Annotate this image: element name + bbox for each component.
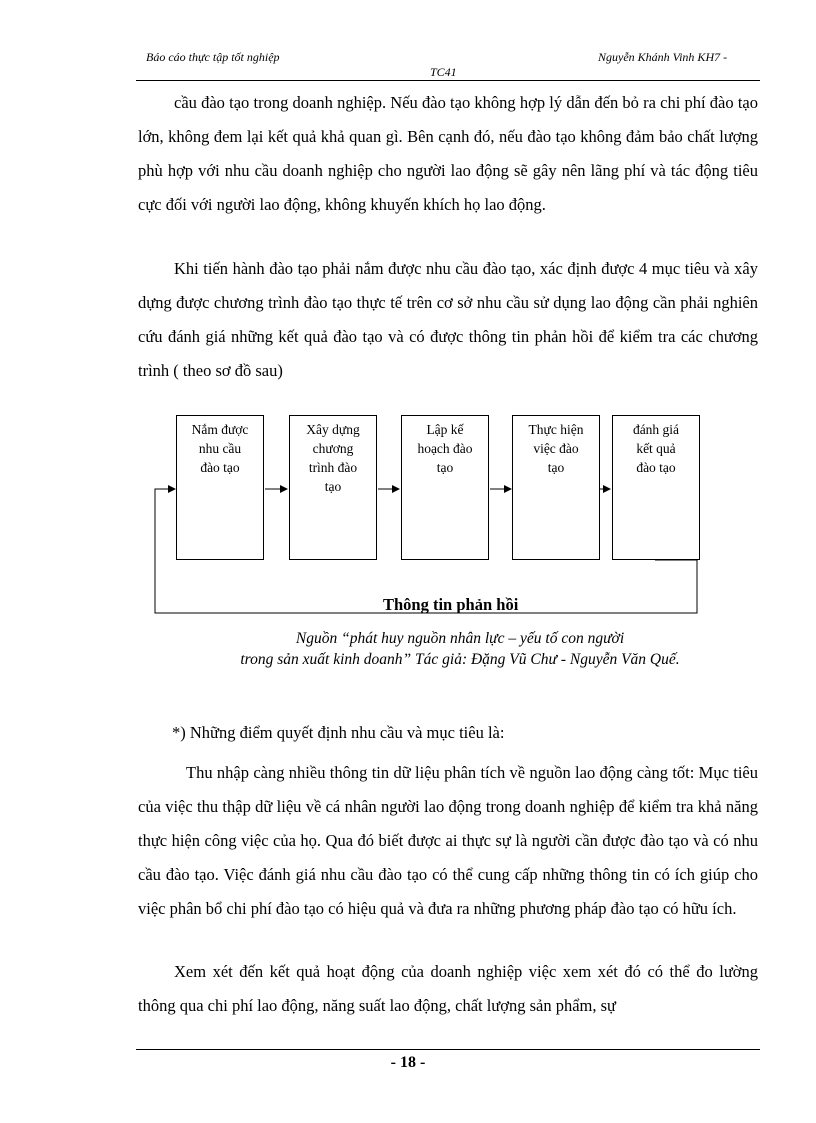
step-box-planning [401, 415, 489, 560]
paragraph-business-results: Xem xét đến kết quả hoạt động của doanh nghiệp việc xem xét đó có thể đo lường thông qua chi phí lao động, năng suất lao động, chất lượng sản phẩm, sự [138, 962, 758, 1015]
step-box-needs [176, 415, 264, 560]
paragraph-training-process: Khi tiến hành đào tạo phải nắm được nhu cầu đào tạo, xác định được 4 mục tiêu và xây dựng được chương trình đào tạo thực tế trên cơ sở nhu cầu sử dụng lao động cần phải nghiên cứu đánh giá những kết quả đào tạo và có được thông tin phản hồi để kiểm tra các chương trình ( theo sơ đồ sau) [138, 259, 758, 380]
step-box-program [289, 415, 377, 560]
step-label: Thực hiện việc đào tạo [528, 422, 584, 475]
feedback-label: Thông tin phản hồi [383, 595, 519, 614]
footer-divider [136, 1049, 760, 1050]
step-label: đánh giá kết quả đào tạo [632, 422, 680, 475]
header-author-class: TC41 [430, 65, 457, 79]
header-author: Nguyễn Khánh Vinh KH7 - [598, 50, 728, 64]
step-label: Xây dựng chương trình đào tạo [306, 422, 360, 494]
citation-line: Nguồn “phát huy nguồn nhân lực – yếu tố con người [295, 630, 625, 647]
paragraph-data-collection: Thu nhập càng nhiều thông tin dữ liệu phân tích về nguồn lao động càng tốt: Mục tiêu của việc thu thập dữ liệu về cá nhân người lao động trong doanh nghiệp để kiểm tra khả năng thực hiện công việc của họ. Qua đó biết được ai thực sự là người cần được đào tạo và có nhu cầu đào tạo. Việc đánh giá nhu cầu đào tạo có thể cung cấp những thông tin có ích giúp cho việc phân bổ chi phí đào tạo có hiệu quả và đưa ra những phương pháp đào tạo có hữu ích. [138, 763, 758, 918]
step-box-execution [512, 415, 600, 560]
diagram-source-citation [150, 628, 770, 670]
step-label: Nắm được nhu cầu đào tạo [191, 422, 249, 475]
citation-line: trong sản xuất kinh doanh” Tác giả: Đặng Vũ Chư - Nguyễn Văn Quế. [240, 651, 680, 668]
step-box-evaluation [612, 415, 700, 560]
page-number: - 18 - [390, 1054, 426, 1071]
paragraph-training-cost: cầu đào tạo trong doanh nghiệp. Nếu đào tạo không hợp lý dẫn đến bỏ ra chi phí đào tạo lớn, không đem lại kết quả khả quan gì. Bên cạnh đó, nếu đào tạo không đảm bảo chất lượng phù hợp với nhu cầu doanh nghiệp cho người lao động sẽ gây nên lãng phí và tác động tiêu cực đối với người lao động, không khuyến khích họ lao động. [138, 93, 758, 214]
paragraph-decision-points: *) Những điểm quyết định nhu cầu và mục tiêu là: [172, 723, 505, 742]
step-label: Lập kế hoạch đào tạo [417, 422, 473, 475]
header-divider [136, 80, 760, 81]
header-report-title: Báo cáo thực tập tốt nghiệp [146, 50, 280, 64]
